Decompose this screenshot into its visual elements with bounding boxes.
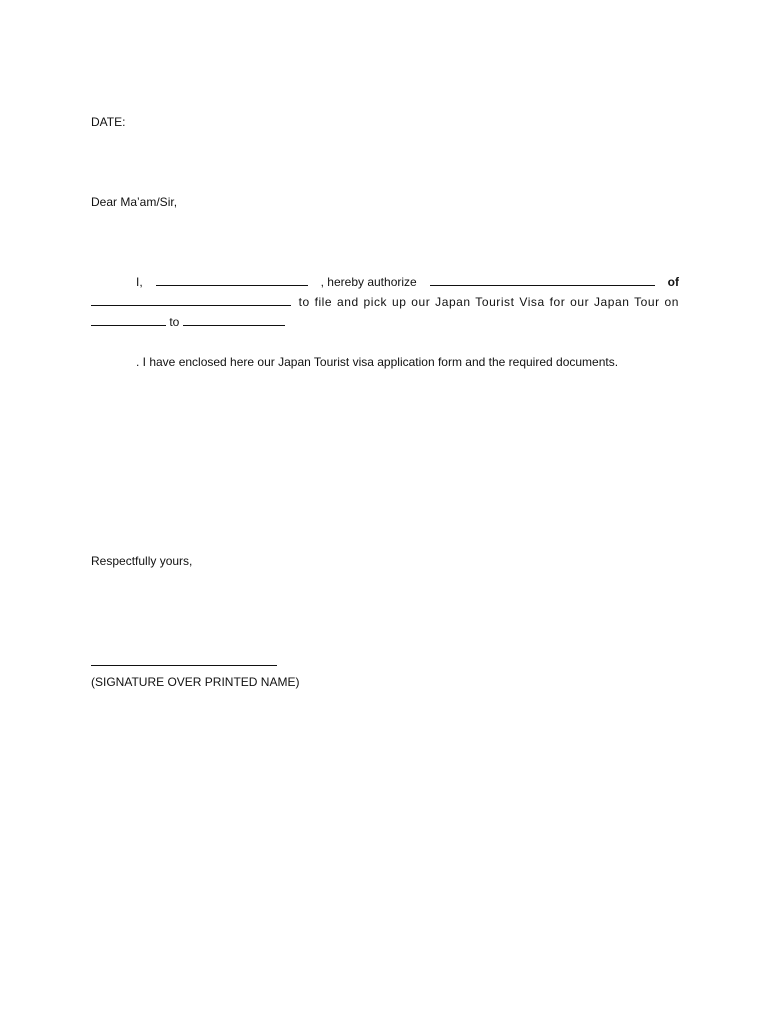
salutation: Dear Ma’am/Sir, (91, 195, 178, 209)
para1-start-text: I, (136, 275, 143, 289)
tour-end-date-blank[interactable] (183, 314, 285, 326)
agency-blank[interactable] (91, 294, 291, 306)
para1-line3 (91, 314, 285, 330)
para1-line2-text: to file and pick up our Japan Tourist Visa for our Japan Tour on (298, 295, 679, 309)
para1-line1 (136, 274, 679, 290)
signature-line[interactable] (91, 665, 277, 666)
date-label: DATE: (91, 115, 126, 129)
signature-label: (SIGNATURE OVER PRINTED NAME) (91, 675, 300, 689)
name-blank[interactable] (156, 274, 308, 286)
para1-line2 (91, 294, 679, 310)
para2: . I have enclosed here our Japan Tourist visa application form and the required documents. (136, 355, 619, 369)
representative-blank[interactable] (430, 274, 655, 286)
closing: Respectfully yours, (91, 554, 193, 568)
para1-authorize-text: , hereby authorize (320, 275, 417, 289)
para1-to-text: to (169, 315, 180, 329)
tour-start-date-blank[interactable] (91, 314, 166, 326)
para1-of-text: of (667, 275, 679, 289)
